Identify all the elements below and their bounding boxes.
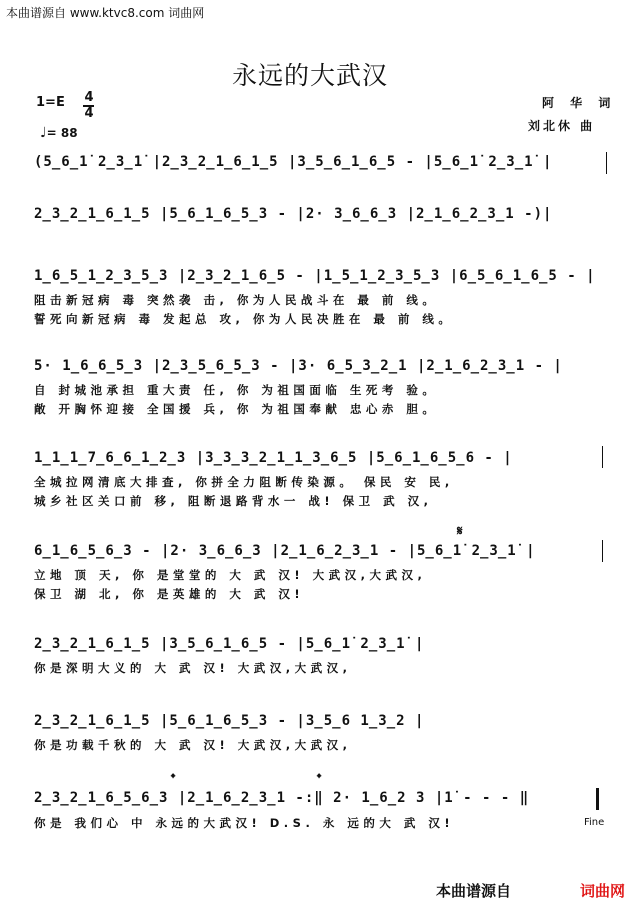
coda-icon: 𝄌 <box>317 771 322 785</box>
lyrics-5-verse-1: 全城拉网清底大排查, 你拼全力阻断传染源。 保民 安 民, <box>34 475 454 489</box>
lyrics-6-verse-2: 保卫 湖 北, 你 是英雄的 大 武 汉! <box>34 587 305 601</box>
lyrics-3-verse-1: 阻击新冠病 毒 突然袭 击, 你为人民战斗在 最 前 线。 <box>34 293 439 307</box>
lyrics-5-verse-2: 城乡社区关口前 移, 阻断退路背水一 战! 保卫 武 汉, <box>34 494 433 508</box>
lyrics-8-verse-1: 你是功载千秋的 大 武 汉! 大武汉,大武汉, <box>34 738 352 752</box>
page-title: 永远的大武汉 <box>232 61 389 90</box>
lyrics-4-verse-1: 自 封城池承担 重大责 任, 你 为祖国面临 生死考 验。 <box>34 383 439 397</box>
footer-source: 本曲谱源自 <box>436 882 512 900</box>
key-signature: 1=E <box>36 95 65 110</box>
score-line-2: 2̲3̲2̲1̲6̲1̲5 |5̲6̲1̲6̲5̲3 - |2· 3̲6̲6̲3 |2̲1̲6̲2̲3̲1 -)| <box>34 206 553 222</box>
footer-site-logo: 词曲网 <box>580 882 626 900</box>
watermark-top: 本曲谱源自 www.ktvc8.com 词曲网 <box>6 6 205 20</box>
bar-line <box>606 152 607 174</box>
score-line-5: 1̲1̲1̲7̲6̲6̲1̲2̲3 |3̲3̲3̲2̲1̲1̲3̲6̲5 |5̲6̲1̲6̲5̲6 - | <box>34 450 513 466</box>
tempo-mark: ♩= 88 <box>40 125 78 141</box>
score-line-3: 1̲6̲5̲1̲2̲3̲5̲3 |2̲3̲2̲1̲6̲5 - |1̲5̲1̲2̲3̲5̲3 |6̲5̲6̲1̲6̲5 - | <box>34 268 596 284</box>
bar-line <box>602 446 603 468</box>
fine-mark: Fine <box>584 817 605 828</box>
score-line-8: 2̲3̲2̲1̲6̲1̲5 |5̲6̲1̲6̲5̲3 - |3̲5̲6 1̲3̲2 | <box>34 713 425 729</box>
score-line-4: 5· 1̲6̲6̲5̲3 |2̲3̲5̲6̲5̲3 - |3· 6̲5̲3̲2̲1 |2̲1̲6̲2̲3̲1 - | <box>34 358 563 374</box>
score-line-1: (5̲6̲1̇ 2̲3̲1̇ |2̲3̲2̲1̲6̲1̲5 |3̲5̲6̲1̲6̲5 - |5̲6̲1̇ 2̲3̲1̇ | <box>34 154 553 170</box>
segno-icon: 𝄋 <box>457 524 463 539</box>
score-line-9: 2̲3̲2̲1̲6̲5̲6̲3 |2̲1̲6̲2̲3̲1 -:‖ 2· 1̲6̲2 3 |1̇ - - - ‖ <box>34 790 530 806</box>
lyrics-3-verse-2: 誓死向新冠病 毒 发起总 攻, 你为人民决胜在 最 前 线。 <box>34 312 455 326</box>
score-line-7: 2̲3̲2̲1̲6̲1̲5 |3̲5̲6̲1̲6̲5 - |5̲6̲1̇ 2̲3̲1̇ | <box>34 636 425 652</box>
lyrics-9-verse-1: 你是 我们心 中 永远的大武汉! D.S. 永 远的大 武 汉! <box>34 816 455 830</box>
lyrics-7-verse-1: 你是深明大义的 大 武 汉! 大武汉,大武汉, <box>34 661 352 675</box>
composer-credit: 刘北休 曲 <box>528 119 596 133</box>
lyrics-6-verse-1: 立地 顶 天, 你 是堂堂的 大 武 汉! 大武汉,大武汉, <box>34 568 427 582</box>
final-bar-line <box>596 788 599 810</box>
quarter-note-icon: ♩ <box>40 125 47 141</box>
lyrics-4-verse-2: 敞 开胸怀迎接 全国援 兵, 你 为祖国奉献 忠心赤 胆。 <box>34 402 439 416</box>
bar-line <box>602 540 603 562</box>
coda-icon: 𝄌 <box>171 771 176 785</box>
time-sig-bottom: 4 <box>84 106 94 121</box>
time-sig-top: 4 <box>84 90 94 105</box>
score-line-6: 6̲1̲6̲5̲6̲3 - |2· 3̲6̲6̲3 |2̲1̲6̲2̲3̲1 - |5̲6̲1̇ 2̲3̲1̇ | <box>34 543 536 559</box>
lyricist-credit: 阿 华 词 <box>542 96 617 110</box>
